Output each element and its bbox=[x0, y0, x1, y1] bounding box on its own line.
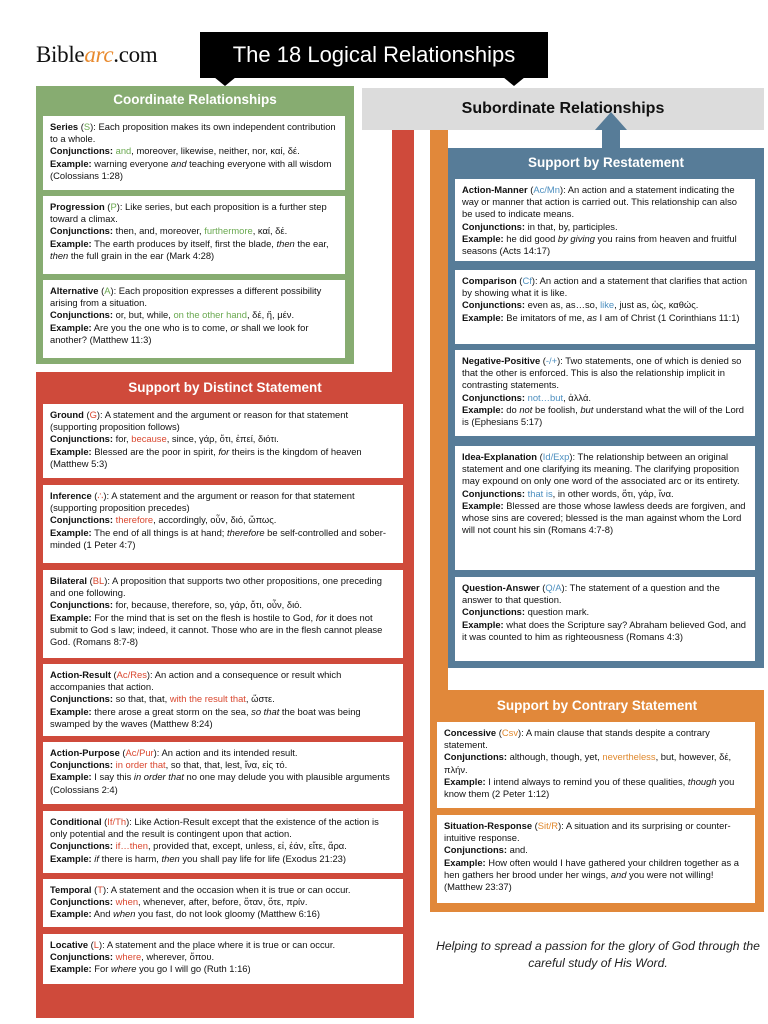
text-coordinate-items-2-ex_post: shall we look for another? (Matthew 11:3) bbox=[50, 321, 309, 345]
text-contrary-items-0-ex_post: you know them (2 Peter 1:12) bbox=[444, 775, 735, 800]
card-locative: Locative (L): A statement and the place where it is true or can occur. Conjunctions: where, wherever, ὅπου. Example: For where you go I will go (Ruth 1:16) bbox=[43, 934, 403, 984]
text-labels-conj: Conjunctions: bbox=[50, 599, 114, 611]
text-coordinate-items-2-desc: : Each proposition expresses a different possibility arising from a situation. bbox=[50, 285, 322, 309]
text-distinct-items-6-name: Temporal bbox=[50, 884, 92, 895]
text-distinct-items-7-ex_pre: For bbox=[91, 963, 111, 975]
text-distinct-items-3-code: Ac/Res bbox=[116, 669, 147, 680]
text-labels-conj: Conjunctions: bbox=[50, 225, 114, 237]
text-distinct-items-1-code: ∴ bbox=[97, 490, 104, 501]
restatement-connector bbox=[602, 130, 620, 150]
text-restatement-items-1-ex_post: I am of Christ (1 Corinthians 11:1) bbox=[596, 311, 740, 323]
text-contrary-items-0-name: Concessive bbox=[444, 727, 497, 738]
text-distinct-items-7-code: L bbox=[93, 939, 99, 950]
text-restatement-items-2-conj_hl: not…but bbox=[527, 391, 564, 403]
subordinate-header: Subordinate Relationships bbox=[362, 88, 764, 130]
text-coordinate-items-1-conj_pre: then, and, moreover, bbox=[113, 225, 205, 237]
text-labels-conj: Conjunctions: bbox=[444, 844, 508, 856]
text-restatement-items-1-conj_pre: even as, as…so, bbox=[525, 299, 601, 311]
text-coordinate-items-2-ex_it1: or bbox=[230, 321, 239, 333]
text-restatement-items-0-desc: : An action and a statement indicating the way or manner that action is carried out. This relationship can also be used to indicate means. bbox=[462, 184, 737, 220]
text-distinct-items-4-conj_rest: , so that, that, lest, ἵνα, εἰς τό. bbox=[165, 759, 288, 771]
text-coordinate-items-1-ex_it1: then bbox=[276, 237, 295, 249]
text-distinct-items-6-ex_pre: And bbox=[91, 908, 114, 920]
text-distinct-items-5-ex_mid: there is harm, bbox=[98, 852, 162, 864]
text-contrary-items-1-conj_rest: and. bbox=[507, 844, 528, 856]
text-distinct-items-7-name: Locative bbox=[50, 939, 89, 950]
text-restatement-items-2-ex_pre: do bbox=[503, 403, 520, 415]
card-inference: Inference (∴): A statement and the argument or reason for that statement (supporting proposition precedes) Conjunctions: therefore, accordingly, οὖν, διό, ὥπως. Example: The end of all things is at hand; therefore be self-controlled and sober-minded (1 Peter 4:7) bbox=[43, 485, 403, 563]
text-distinct-items-5-ex_post: you shall pay life for life (Exodus 21:23) bbox=[179, 852, 346, 864]
text-distinct-items-1-ex_post: be self-controlled and sober-minded (1 Peter 4:7) bbox=[50, 526, 386, 550]
footer-tagline: Helping to spread a passion for the glory of God through the careful study of His Word. bbox=[436, 939, 760, 970]
text-labels-ex: Example: bbox=[462, 499, 504, 511]
text-labels-ex: Example: bbox=[462, 232, 504, 244]
text-distinct-items-3-name: Action-Result bbox=[50, 669, 111, 680]
text-distinct-items-5-ex_it2: then bbox=[161, 852, 180, 864]
text-labels-ex: Example: bbox=[462, 311, 504, 323]
text-distinct-items-3-conj_rest: , ὥστε. bbox=[245, 693, 275, 705]
contrary-connector bbox=[430, 128, 448, 698]
card-conditional: Conditional (If/Th): Like Action-Result except that the existence of the action is only potential and the result is contingent upon that action. Conjunctions: if…then, provided that, except, unless, εἰ, ἐάν, εἴτε, ἄρα. Example: if there is harm, then you shall pay life for life (Exodus 21:23) bbox=[43, 811, 403, 873]
text-distinct-items-2-ex_post: it does not submit to God s law; indeed, it cannot. Those who are in the flesh cannot please God. (Romans 8:7-8) bbox=[50, 611, 383, 648]
text-distinct-items-5-name: Conditional bbox=[50, 816, 102, 827]
card-action-result: Action-Result (Ac/Res): An action and a consequence or result which accompanies that action. Conjunctions: so that, that, with the result that, ὥστε. Example: there arose a great storm on the sea, so that the boat was being swamped by the waves (Matthew 8:24) bbox=[43, 664, 403, 736]
text-labels-ex: Example: bbox=[50, 611, 92, 623]
text-contrary-items-1-ex_it1: and bbox=[610, 868, 627, 880]
text-restatement-items-2-desc: : Two statements, one of which is denied so that the other is enforced. This is also the relationship implicit in contrasting statements. bbox=[462, 355, 742, 391]
text-contrary-items-0-ex_it1: though bbox=[687, 775, 717, 787]
text-contrary-items-0-conj_hl: nevertheless bbox=[602, 751, 656, 763]
text-coordinate-items-2-conj_rest: , δέ, ἤ, μέν. bbox=[246, 309, 295, 321]
text-distinct-items-6-ex_it1: when bbox=[113, 908, 136, 920]
text-distinct-items-0-name: Ground bbox=[50, 409, 84, 420]
text-contrary-items-0-code: Csv bbox=[501, 727, 519, 738]
text-labels-conj: Conjunctions: bbox=[462, 299, 526, 311]
text-labels-conj: Conjunctions: bbox=[50, 433, 114, 445]
text-distinct-items-5-desc: : Like Action-Result except that the existence of the action is only potential and the result is contingent upon that action. bbox=[50, 816, 379, 840]
text-restatement-items-1-code: Cf bbox=[522, 275, 532, 286]
text-distinct-items-5-ex_it1: if bbox=[94, 852, 99, 864]
text-labels-ex: Example: bbox=[50, 908, 92, 920]
text-restatement-items-4-desc: : The statement of a question and the answer to that question. bbox=[462, 582, 720, 606]
text-coordinate-items-1-name: Progression bbox=[50, 201, 105, 212]
text-distinct-items-4-ex_post: no one may delude you with plausible arguments (Colossians 2:4) bbox=[50, 771, 390, 795]
card-progression: Progression (P): Like series, but each proposition is a further step toward a climax. Conjunctions: then, and, moreover, furthermore, καί, δέ. Example: The earth produces by itself, first the blade, then the ear, then the full grain in the ear (Mark 4:28) bbox=[43, 196, 345, 274]
text-labels-ex: Example: bbox=[50, 705, 92, 717]
text-restatement-items-3-code: Id/Exp bbox=[542, 451, 570, 462]
text-logo-part1: Bible bbox=[36, 42, 85, 67]
text-restatement-items-4-name: Question-Answer bbox=[462, 582, 540, 593]
text-restatement-items-1-name: Comparison bbox=[462, 275, 517, 286]
text-restatement-items-1-conj_rest: , just as, ὡς, καθώς. bbox=[614, 299, 699, 311]
text-restatement-items-2-name: Negative-Positive bbox=[462, 355, 541, 366]
text-restatement-items-2-ex_post: understand what the will of the Lord is (Ephesians 5:17) bbox=[462, 403, 744, 428]
text-logo-accent: arc bbox=[84, 42, 114, 67]
text-distinct-items-4-desc: : An action and its intended result. bbox=[156, 747, 298, 758]
text-distinct-items-6-conj_rest: , whenever, after, before, ὅταν, ὅτε, πρίν. bbox=[138, 896, 308, 908]
text-restatement-items-0-name: Action-Manner bbox=[462, 184, 528, 195]
text-coordinate-items-0-conj_hl: and bbox=[115, 145, 132, 157]
text-labels-ex: Example: bbox=[444, 856, 486, 868]
card-bilateral: Bilateral (BL): A proposition that supports two other propositions, one preceding and one following. Conjunctions: for, because, therefore, so, γάρ, ὅτι, οὖν, διό. Example: For the mind that is set on the flesh is hostile to God, for it does not submit to God s law; indeed, it cannot. Those who are in the flesh cannot please God. (Romans 8:7-8) bbox=[43, 570, 403, 658]
text-labels-ex: Example: bbox=[50, 852, 92, 864]
text-contrary-items-0-conj_pre: although, though, yet, bbox=[507, 751, 603, 763]
card-comparison: Comparison (Cf): An action and a statement that clarifies that action by showing what it is like. Conjunctions: even as, as…so, like, just as, ὡς, καθώς. Example: Be imitators of me, as I am of Christ (1 Corinthians 11:1) bbox=[455, 270, 755, 344]
text-labels-ex: Example: bbox=[462, 618, 504, 630]
text-distinct-items-4-conj_hl: in order that bbox=[115, 759, 166, 771]
text-labels-ex: Example: bbox=[50, 157, 92, 169]
card-ground: Ground (G): A statement and the argument or reason for that statement (supporting proposition follows) Conjunctions: for, because, since, γάρ, ὅτι, ἐπεί, διότι. Example: Blessed are the poor in spirit, for theirs is the kingdom of heaven (Matthew 5:3) bbox=[43, 404, 403, 478]
text-coordinate-items-0-code: S bbox=[83, 121, 91, 132]
text-coordinate-items-1-ex_mid: the ear, bbox=[294, 237, 329, 249]
text-restatement-items-4-conj_rest: question mark. bbox=[525, 606, 590, 618]
coordinate-header: Coordinate Relationships bbox=[113, 92, 277, 107]
text-distinct-items-1-ex_it1: therefore bbox=[227, 526, 265, 538]
text-distinct-items-0-conj_pre: for, bbox=[113, 433, 132, 445]
text-coordinate-items-0-desc: : Each proposition makes its own independent contribution to a whole. bbox=[50, 121, 336, 145]
text-contrary-items-1-desc: : A situation and its surprising or counter-intuitive response. bbox=[444, 820, 731, 844]
text-distinct-items-1-conj_hl: therefore bbox=[115, 514, 154, 526]
text-restatement-items-1-ex_it1: as bbox=[587, 311, 597, 323]
text-distinct-items-7-desc: : A statement and the place where it is true or can occur. bbox=[102, 939, 336, 950]
text-distinct-items-7-ex_it1: where bbox=[110, 963, 137, 975]
text-restatement-items-0-code: Ac/Mn bbox=[533, 184, 560, 195]
text-distinct-items-0-code: G bbox=[89, 409, 97, 420]
text-labels-ex: Example: bbox=[50, 321, 92, 333]
text-distinct-items-3-desc: : An action and a consequence or result which accompanies that action. bbox=[50, 669, 342, 693]
text-distinct-items-4-name: Action-Purpose bbox=[50, 747, 120, 758]
text-distinct-items-4-ex_it1: in order that bbox=[133, 771, 184, 783]
text-labels-conj: Conjunctions: bbox=[50, 951, 114, 963]
text-distinct-items-6-ex_post: you fast, do not look gloomy (Matthew 6:16) bbox=[135, 908, 320, 920]
text-distinct-items-2-ex_pre: For the mind that is set on the flesh is hostile to God, bbox=[91, 611, 316, 623]
text-distinct-items-4-code: Ac/Pur bbox=[125, 747, 154, 758]
text-restatement-items-1-desc: : An action and a statement that clarifies that action by showing what it is like. bbox=[462, 275, 748, 299]
text-distinct-items-3-ex_post: the boat was being swamped by the waves (Matthew 8:24) bbox=[50, 705, 361, 729]
text-coordinate-items-0-name: Series bbox=[50, 121, 79, 132]
text-labels-conj: Conjunctions: bbox=[462, 606, 526, 618]
down-arrow-icon bbox=[503, 77, 525, 86]
text-restatement-items-3-name: Idea-Explanation bbox=[462, 451, 538, 462]
text-distinct-items-2-desc: : A proposition that supports two other propositions, one preceding and one following. bbox=[50, 575, 382, 599]
text-labels-ex: Example: bbox=[50, 237, 92, 249]
bibleArc-logo[interactable] bbox=[36, 42, 157, 68]
contrary-header: Support by Contrary Statement bbox=[496, 698, 698, 713]
text-coordinate-items-0-conj_rest: , moreover, likewise, neither, nor, καί, δέ. bbox=[131, 145, 300, 157]
text-labels-conj: Conjunctions: bbox=[50, 840, 114, 852]
text-distinct-items-2-code: BL bbox=[92, 575, 105, 586]
text-contrary-items-1-code: Sit/R bbox=[537, 820, 559, 831]
text-distinct-items-3-conj_hl: with the result that bbox=[169, 693, 246, 705]
text-distinct-items-7-ex_post: you go I will go (Ruth 1:16) bbox=[136, 963, 251, 975]
text-coordinate-items-1-code: P bbox=[110, 201, 117, 212]
text-logo-part2: .com bbox=[113, 42, 158, 67]
restatement-header: Support by Restatement bbox=[527, 155, 685, 170]
text-coordinate-items-2-conj_pre: or, but, while, bbox=[113, 309, 174, 321]
text-restatement-items-2-conj_rest: , ἀλλά. bbox=[563, 391, 591, 403]
text-coordinate-items-1-conj_hl: furthermore bbox=[204, 225, 253, 237]
card-series: Series (S): Each proposition makes its own independent contribution to a whole. Conjunctions: and, moreover, likewise, neither, nor, καί, δέ. Example: warning everyone and teaching everyone with all wisdom (Colossians 1:28) bbox=[43, 116, 345, 190]
text-contrary-items-1-ex_pre: How often would I have gathered your children together as a hen gathers her brood under her wings, bbox=[444, 856, 739, 880]
card-alternative: Alternative (A): Each proposition expresses a different possibility arising from a situation. Conjunctions: or, but, while, on the other hand, δέ, ἤ, μέν. Example: Are you the one who is to come, or shall we look for another? (Matthew 11:3) bbox=[43, 280, 345, 358]
card-negative-positive: Negative-Positive (-/+): Two statements, one of which is denied so that the other is enforced. This is also the relationship implicit in contrasting statements. Conjunctions: not…but, ἀλλά. Example: do not be foolish, but understand what the will of the Lord is (Ephesians 5:17) bbox=[455, 350, 755, 436]
text-coordinate-items-1-conj_rest: , καί, δέ. bbox=[252, 225, 288, 237]
distinct-header: Support by Distinct Statement bbox=[128, 380, 322, 395]
distinct-connector bbox=[392, 128, 414, 378]
text-distinct-items-1-desc: : A statement and the argument or reason for that statement (supporting proposition precedes) bbox=[50, 490, 355, 514]
page-title: The 18 Logical Relationships bbox=[200, 32, 548, 78]
text-distinct-items-6-conj_hl: when bbox=[115, 896, 139, 908]
text-labels-conj: Conjunctions: bbox=[462, 487, 526, 499]
text-labels-conj: Conjunctions: bbox=[50, 896, 114, 908]
text-distinct-items-5-conj_rest: , provided that, except, unless, εἰ, ἐάν, εἴτε, ἄρα. bbox=[147, 840, 347, 852]
text-restatement-items-2-ex_mid: be foolish, bbox=[532, 403, 581, 415]
text-labels-ex: Example: bbox=[50, 526, 92, 538]
card-action-purpose: Action-Purpose (Ac/Pur): An action and its intended result. Conjunctions: in order that, so that, that, lest, ἵνα, εἰς τό. Example: I say this in order that no one may delude you with plausible arguments (Colossians 2:4) bbox=[43, 742, 403, 804]
text-restatement-items-3-conj_rest: , in other words, ὅτι, γάρ, ἵνα. bbox=[552, 487, 674, 499]
text-restatement-items-2-ex_it1: not bbox=[519, 403, 533, 415]
text-coordinate-items-1-ex_it2: then bbox=[50, 249, 69, 261]
text-restatement-items-3-desc: : The relationship between an original statement and one clarifying its meaning. The clarifying proposition may expound on only one word of the associated arc or its entirety. bbox=[462, 451, 740, 487]
text-distinct-items-0-conj_rest: , since, γάρ, ὅτι, ἐπεί, διότι. bbox=[166, 433, 279, 445]
card-question-answer: Question-Answer (Q/A): The statement of a question and the answer to that question. Conjunctions: question mark. Example: what does the Scripture say? Abraham believed God, and it was counted to him as righteousness (Romans 4:3) bbox=[455, 577, 755, 661]
text-contrary-items-0-desc: : A main clause that stands despite a contrary statement. bbox=[444, 727, 710, 751]
text-restatement-items-0-ex_pre: he did good bbox=[503, 232, 558, 244]
up-arrow-icon bbox=[595, 112, 627, 130]
text-labels-ex: Example: bbox=[462, 403, 504, 415]
text-labels-ex: Example: bbox=[50, 771, 92, 783]
text-restatement-items-1-conj_hl: like bbox=[600, 299, 615, 311]
text-distinct-items-4-ex_pre: I say this bbox=[91, 771, 134, 783]
card-idea-explanation: Idea-Explanation (Id/Exp): The relationship between an original statement and one clarifying its meaning. The clarifying proposition may expound on only one word of the associated arc or its entirety. Conjunctions: that is, in other words, ὅτι, γάρ, ἵνα. Example: Blessed are those whose lawless deeds are forgiven, and whose sins are covered; blessed is the man against whom the Lord will not count his sin (Romans 4:7-8) bbox=[455, 446, 755, 570]
text-distinct-items-2-conj_rest: for, because, therefore, so, γάρ, ὅτι, οὖν, διό. bbox=[113, 599, 302, 611]
down-arrow-icon bbox=[214, 77, 236, 86]
text-restatement-items-0-ex_post: you rains from heaven and fruitful seasons (Acts 14:17) bbox=[462, 232, 737, 257]
text-coordinate-items-1-ex_post: the full grain in the ear (Mark 4:28) bbox=[68, 249, 215, 261]
card-action-manner: Action-Manner (Ac/Mn): An action and a statement indicating the way or manner that action is carried out. This relationship can also be used to indicate means. Conjunctions: in that, by, participles. Example: he did good by giving you rains from heaven and fruitful seasons (Acts 14:17) bbox=[455, 179, 755, 261]
text-distinct-items-2-ex_it1: for bbox=[315, 611, 327, 623]
text-distinct-items-2-name: Bilateral bbox=[50, 575, 87, 586]
text-distinct-items-3-conj_pre: so that, that, bbox=[113, 693, 170, 705]
text-labels-conj: Conjunctions: bbox=[50, 145, 114, 157]
text-labels-conj: Conjunctions: bbox=[462, 220, 526, 232]
text-distinct-items-1-name: Inference bbox=[50, 490, 92, 501]
text-distinct-items-7-conj_hl: where bbox=[115, 951, 142, 963]
text-restatement-items-0-ex_it1: by giving bbox=[557, 232, 595, 244]
text-labels-conj: Conjunctions: bbox=[50, 693, 114, 705]
text-restatement-items-0-conj_rest: in that, by, participles. bbox=[525, 220, 618, 232]
card-concessive: Concessive (Csv): A main clause that stands despite a contrary statement. Conjunctions: although, though, yet, nevertheless, but, however, δέ, πλήν. Example: I intend always to remind you of these qualities, though you know them (2 Peter 1:12) bbox=[437, 722, 755, 808]
text-restatement-items-2-code: -/+ bbox=[545, 355, 558, 366]
text-distinct-items-5-code: If/Th bbox=[107, 816, 127, 827]
text-distinct-items-0-ex_post: theirs is the kingdom of heaven (Matthew 5:3) bbox=[50, 445, 362, 469]
text-coordinate-items-0-ex_pre: warning everyone bbox=[91, 157, 171, 169]
text-labels-conj: Conjunctions: bbox=[444, 751, 508, 763]
text-labels-conj: Conjunctions: bbox=[50, 309, 114, 321]
text-labels-ex: Example: bbox=[50, 963, 92, 975]
text-distinct-items-0-ex_pre: Blessed are the poor in spirit, bbox=[91, 445, 219, 457]
text-contrary-items-1-name: Situation-Response bbox=[444, 820, 533, 831]
text-labels-ex: Example: bbox=[444, 775, 486, 787]
text-coordinate-items-2-conj_hl: on the other hand bbox=[173, 309, 247, 321]
text-labels-conj: Conjunctions: bbox=[50, 759, 114, 771]
text-coordinate-items-0-ex_post: teaching everyone with all wisdom (Colossians 1:28) bbox=[50, 157, 332, 181]
text-restatement-items-1-ex_pre: Be imitators of me, bbox=[503, 311, 588, 323]
text-restatement-items-2-ex_it2: but bbox=[580, 403, 594, 415]
text-distinct-items-1-ex_pre: The end of all things is at hand; bbox=[91, 526, 228, 538]
text-coordinate-items-2-code: A bbox=[104, 285, 111, 296]
card-situation-response: Situation-Response (Sit/R): A situation and its surprising or counter-intuitive response. Conjunctions: and. Example: How often would I have gathered your children together as a hen gathers her brood under her wings, and you were not willing! (Matthew 23:37) bbox=[437, 815, 755, 903]
text-distinct-items-6-code: T bbox=[97, 884, 103, 895]
text-contrary-items-1-ex_post: you were not willing! (Matthew 23:37) bbox=[444, 868, 714, 893]
text-coordinate-items-2-name: Alternative bbox=[50, 285, 99, 296]
text-distinct-items-3-ex_pre: there arose a great storm on the sea, bbox=[91, 705, 252, 717]
text-restatement-items-3-ex_pre: Blessed are those whose lawless deeds are forgiven, and whose sins are covered; blessed is the man against whom the Lord will not count his sin (Romans 4:7-8) bbox=[462, 499, 746, 536]
text-coordinate-items-1-ex_pre: The earth produces by itself, first the blade, bbox=[91, 237, 277, 249]
text-distinct-items-3-ex_it1: so that bbox=[251, 705, 280, 717]
text-coordinate-items-0-ex_it1: and bbox=[170, 157, 187, 169]
text-distinct-items-6-desc: : A statement and the occasion when it is true or can occur. bbox=[106, 884, 351, 895]
text-labels-conj: Conjunctions: bbox=[462, 391, 526, 403]
text-distinct-items-0-ex_it1: for bbox=[218, 445, 230, 457]
text-coordinate-items-1-desc: : Like series, but each proposition is a further step toward a climax. bbox=[50, 201, 327, 225]
text-restatement-items-4-code: Q/A bbox=[545, 582, 562, 593]
text-restatement-items-4-ex_pre: what does the Scripture say? Abraham believed God, and it was counted to him as righteousness (Romans 4:3) bbox=[462, 618, 747, 642]
text-distinct-items-5-conj_hl: if…then bbox=[115, 840, 148, 852]
text-labels-conj: Conjunctions: bbox=[50, 514, 114, 526]
text-restatement-items-3-conj_hl: that is bbox=[527, 487, 553, 499]
card-temporal: Temporal (T): A statement and the occasion when it is true or can occur. Conjunctions: when, whenever, after, before, ὅταν, ὅτε, πρίν. Example: And when you fast, do not look gloomy (Matthew 6:16) bbox=[43, 879, 403, 927]
text-distinct-items-7-conj_rest: , wherever, ὅπου. bbox=[141, 951, 215, 963]
text-contrary-items-0-conj_rest: , but, however, δέ, πλήν. bbox=[444, 751, 732, 775]
text-contrary-items-0-ex_pre: I intend always to remind you of these qualities, bbox=[485, 775, 688, 787]
text-distinct-items-0-conj_hl: because bbox=[131, 433, 167, 445]
text-labels-ex: Example: bbox=[50, 445, 92, 457]
text-distinct-items-0-desc: : A statement and the argument or reason for that statement (supporting proposition follows) bbox=[50, 409, 349, 433]
text-distinct-items-1-conj_rest: , accordingly, οὖν, διό, ὥπως. bbox=[153, 514, 277, 526]
text-coordinate-items-2-ex_pre: Are you the one who is to come, bbox=[91, 321, 231, 333]
